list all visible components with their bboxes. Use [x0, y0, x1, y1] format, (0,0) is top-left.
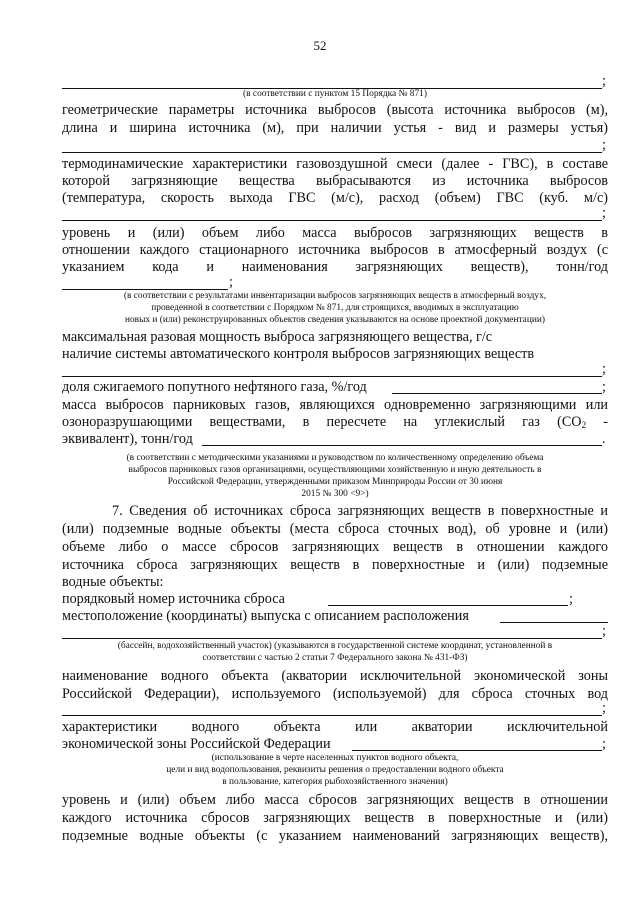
blank-line	[202, 445, 602, 446]
text-line: отношении каждого стационарного источника выбросов в атмосферный воздух (с	[62, 242, 608, 258]
semicolon: ;	[602, 700, 606, 716]
footnote: (использование в черте населенных пунктов водного объекта,	[211, 753, 459, 763]
blank-line	[392, 393, 602, 394]
text-line: указанием кода и наименования загрязняющих веществ), тонн/год	[62, 259, 608, 275]
text-line: масса выбросов парниковых газов, являющихся одновременно загрязняющими или	[62, 397, 608, 413]
text-line: доля сжигаемого попутного нефтяного газа, %/год	[62, 379, 367, 395]
footnote: Российской Федерации, утвержденными приказом Минприроды России от 30 июня	[167, 477, 503, 487]
blank-line	[62, 152, 602, 153]
text-line: наименование водного объекта (акватории исключительной экономической зоны	[62, 668, 608, 684]
period: .	[602, 431, 606, 447]
text-line: (температура, скорость выхода ГВС (м/с), расход (объем) ГВС (куб. м/с)	[62, 190, 608, 206]
blank-line	[62, 715, 602, 716]
text-line: экономической зоны Российской Федерации	[62, 736, 331, 752]
text-line: озоноразрушающими веществами, в пересчете на углекислый газ ($СО_2$ -	[62, 414, 608, 430]
semicolon: ;	[229, 274, 233, 290]
footnote: (бассейн, водохозяйственный участок) (указываются в государственной системе координат, установленной в	[117, 641, 553, 651]
footnote: (в соответствии с пунктом 15 Порядка № 871)	[243, 89, 427, 99]
text-line: которой загрязняющие вещества выбрасываются из источника выбросов	[62, 173, 608, 189]
footnote: соответствии с частью 2 статьи 7 Федерального закона № 431-ФЗ)	[202, 653, 468, 663]
section-heading: 7. Сведения об источниках сброса загрязняющих веществ в поверхностные и	[112, 503, 608, 519]
text-line: (или) подземные водные объекты (места сброса сточных вод), об уровне и (или)	[62, 521, 608, 537]
semicolon: ;	[602, 73, 606, 89]
text-line: максимальная разовая мощность выброса загрязняющего вещества, г/с	[62, 329, 493, 345]
blank-line	[62, 220, 602, 221]
footnote: проведенной в соответствии с Порядком № 871, для строящихся, вводимых в эксплуатацию	[151, 303, 519, 313]
semicolon: ;	[602, 205, 606, 221]
footnote: (в соответствии с результатами инвентаризации выбросов загрязняющих веществ в атмосферный воздух,	[123, 291, 547, 301]
text-line: уровень и (или) объем либо масса сбросов загрязняющих веществ в отношении	[62, 792, 608, 808]
text-line: водные объекты:	[62, 574, 164, 590]
footnote: цели и вид водопользования, реквизиты решения о предоставлении водного объекта	[166, 765, 504, 775]
semicolon: ;	[602, 361, 606, 377]
blank-line	[62, 376, 602, 377]
text-line: порядковый номер источника сброса	[62, 591, 285, 607]
text-line: объеме либо о массе сбросов загрязняющих веществ в отношении каждого	[62, 539, 608, 555]
text-line: термодинамические характеристики газовоздушной смеси (далее - ГВС), в составе	[62, 156, 608, 172]
semicolon: ;	[602, 137, 606, 153]
text-line: наличие системы автоматического контроля выбросов загрязняющих веществ	[62, 346, 535, 362]
text-line: характеристики водного объекта или акватории исключительной	[62, 719, 608, 735]
text-line: местоположение (координаты) выпуска с описанием расположения	[62, 608, 469, 624]
text-line: Российской Федерации), используемого (используемой) для сброса сточных вод	[62, 686, 608, 702]
blank-line	[328, 605, 568, 606]
text-line: уровень и (или) объем либо масса выбросов загрязняющих веществ в	[62, 225, 608, 241]
footnote: новых и (или) реконструированных объектов сведения указываются на основе проектной документации)	[124, 315, 546, 325]
blank-line	[62, 638, 602, 639]
text-line: длина и ширина источника (м), при наличии устья - вид и размеры устья)	[62, 120, 608, 136]
footnote: выбросов парниковых газов организациями, осуществляющими хозяйственную и иную деятельность в	[128, 465, 542, 475]
blank-line	[500, 622, 608, 623]
footnote: 2015 № 300 <9>)	[301, 489, 369, 499]
text-line: геометрические параметры источника выбросов (высота источника выбросов (м),	[62, 102, 608, 118]
semicolon: ;	[569, 591, 573, 607]
text-line: источника сброса загрязняющих веществ в поверхностные и (или) подземные	[62, 557, 608, 573]
blank-line	[352, 750, 602, 751]
semicolon: ;	[602, 623, 606, 639]
semicolon: ;	[602, 379, 606, 395]
text-line: эквивалент), тонн/год	[62, 431, 193, 447]
page-number: 52	[313, 38, 327, 53]
text-line: подземные водные объекты (с указанием наименований загрязняющих веществ),	[62, 828, 608, 844]
text-line: каждого источника сбросов загрязняющих веществ в поверхностные и (или)	[62, 810, 608, 826]
footnote: (в соответствии с методическими указаниями и руководством по количественному определению объема	[126, 453, 544, 463]
footnote: в пользование, категория рыбохозяйственного значения)	[222, 777, 448, 787]
semicolon: ;	[602, 736, 606, 752]
